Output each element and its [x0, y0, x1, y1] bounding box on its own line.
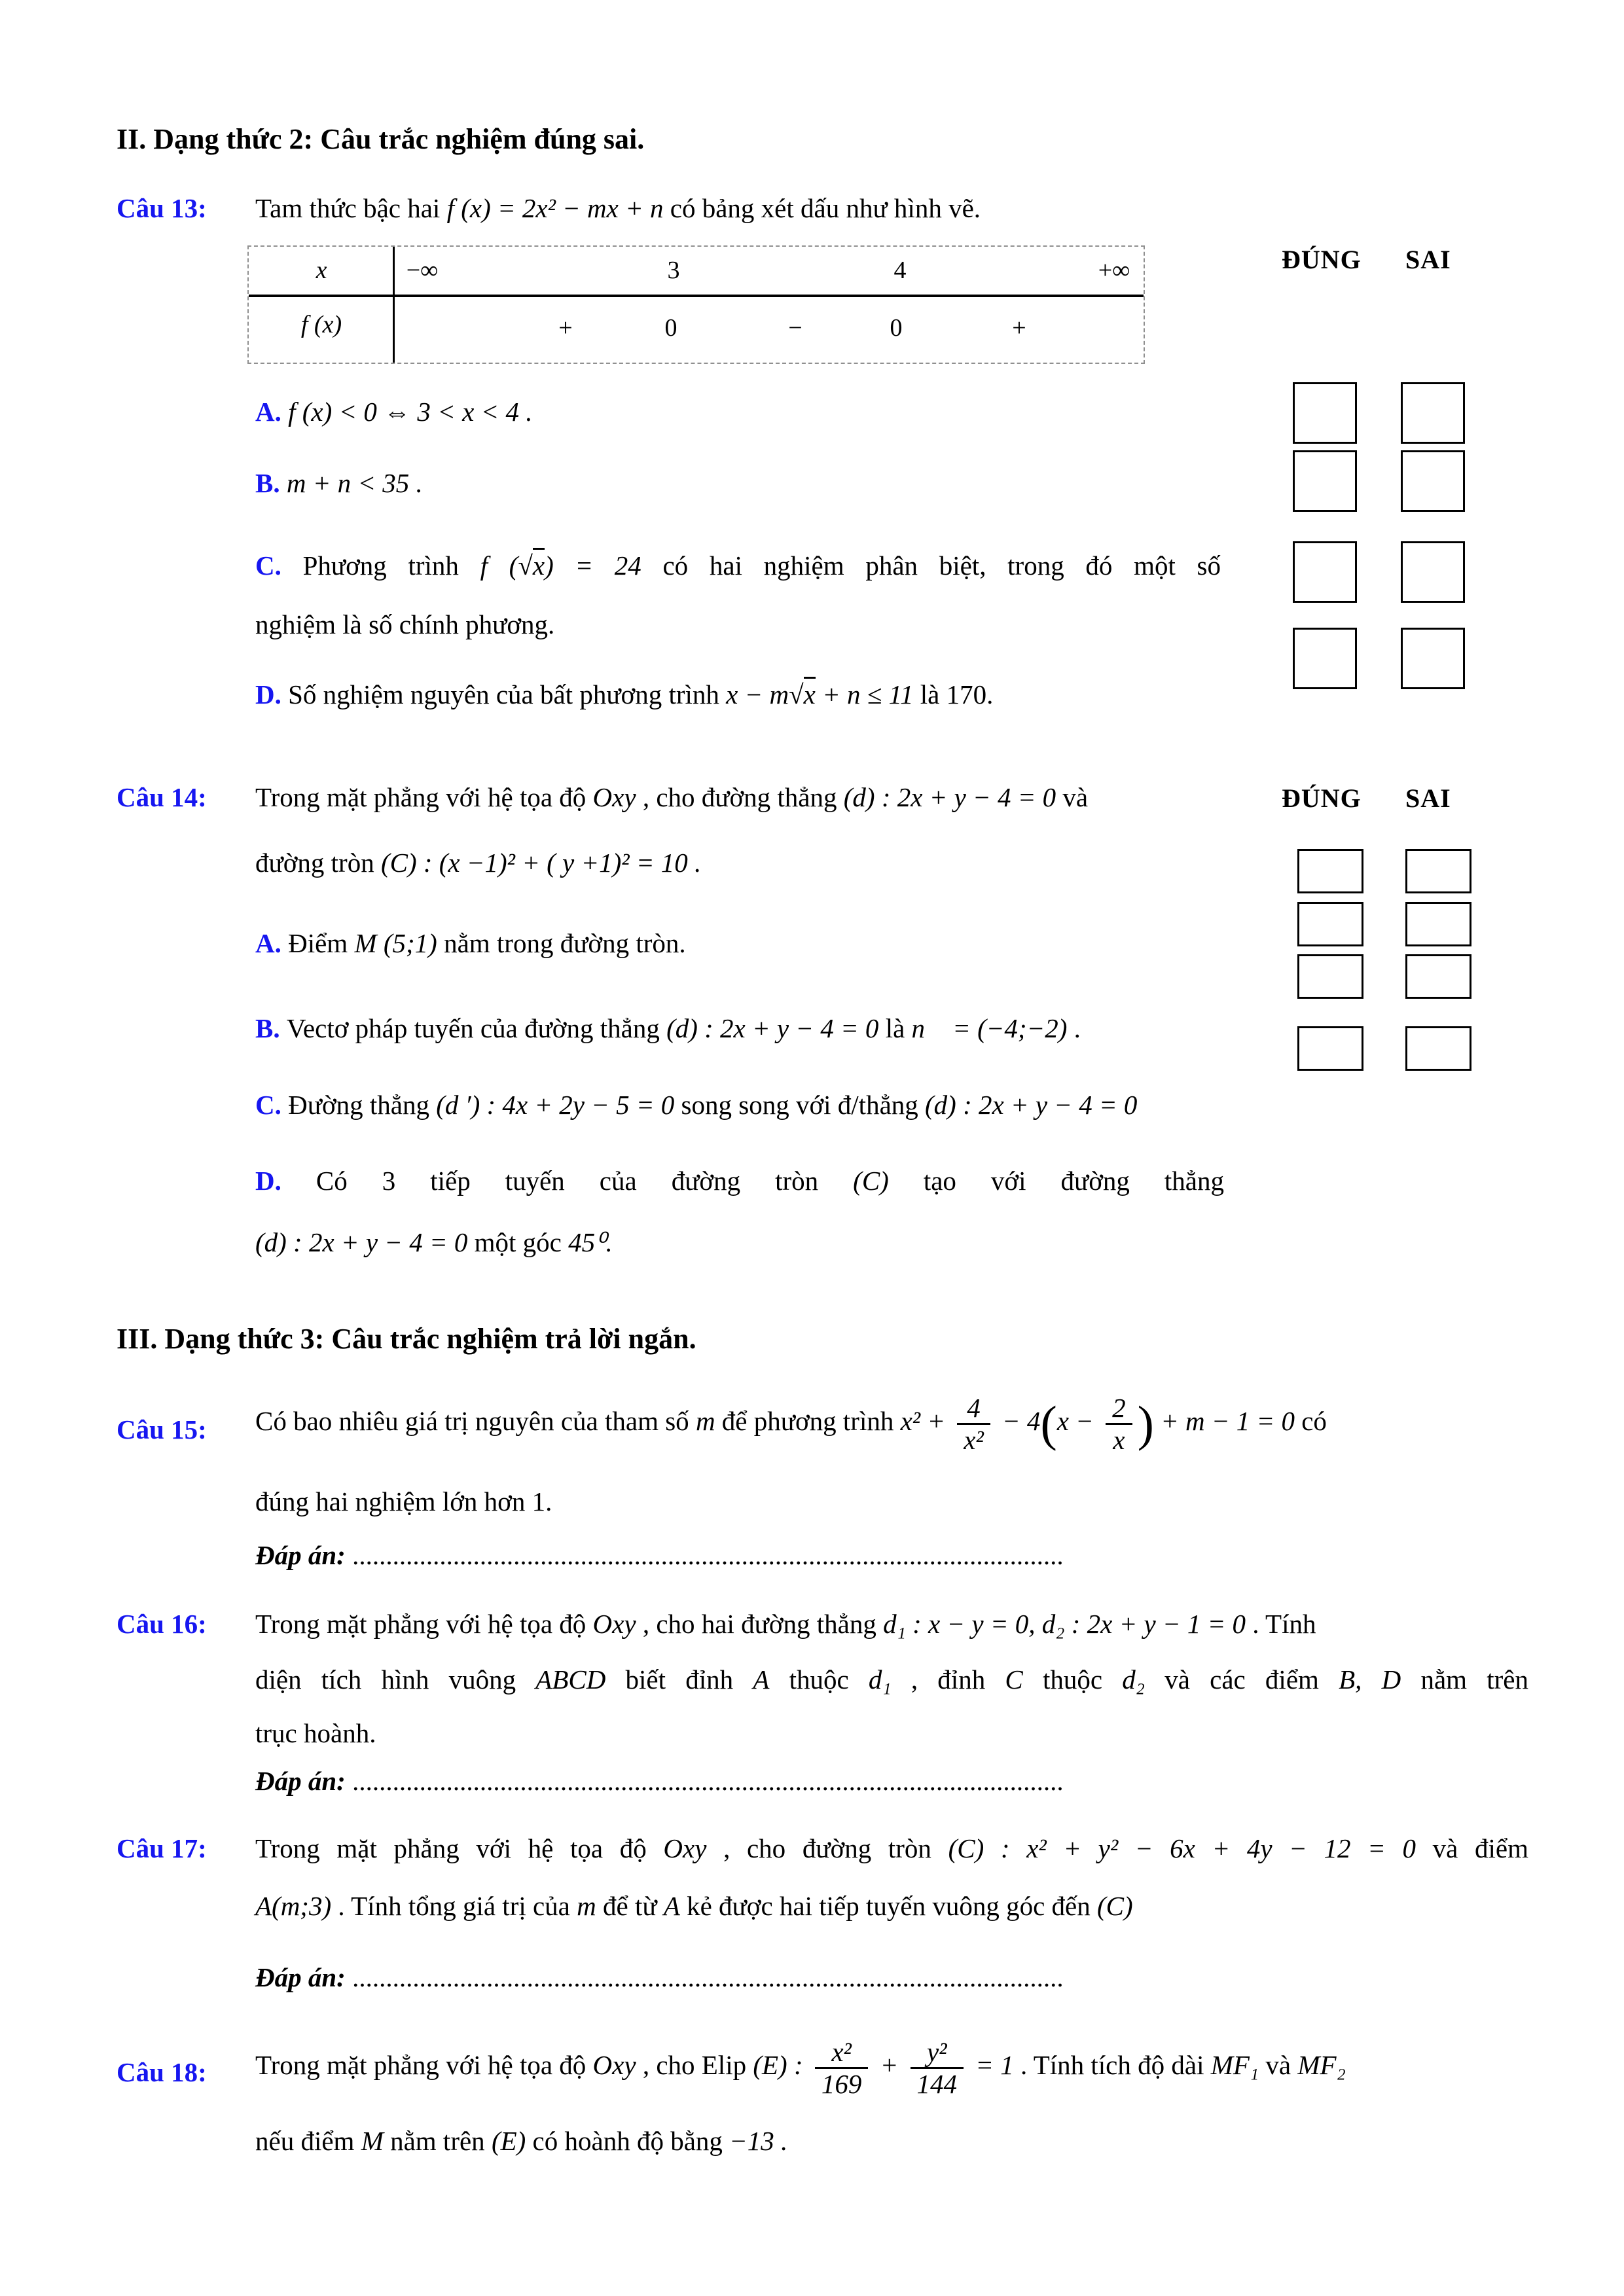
text-run: (d ′) : 4x + 2y − 5 = 0: [436, 1090, 675, 1120]
q15-answer-line[interactable]: [255, 1538, 1064, 1572]
q13-option-c-line2: [255, 607, 554, 641]
text-run: +: [873, 2049, 905, 2080]
text-run: .: [1067, 1013, 1081, 1043]
text-run: nếu điểm: [255, 2126, 361, 2156]
text-run: là 170.: [913, 679, 994, 709]
text-run: kẻ được hai tiếp tuyến vuông góc đến: [679, 1891, 1097, 1921]
fraction: [957, 1393, 990, 1455]
text-run: = 1: [969, 2049, 1014, 2080]
text-run: , cho đường thẳng: [636, 782, 844, 812]
table-horizontal-divider: [249, 295, 1144, 297]
fraction-numerator: x²: [815, 2037, 869, 2069]
q14-option-b: [255, 1011, 1081, 1045]
radicand: x: [804, 677, 816, 709]
q13-option-d: [255, 677, 993, 711]
text-run: (d) : 2x + y − 4 = 0: [925, 1090, 1138, 1120]
text-run: , cho đường tròn: [706, 1833, 948, 1863]
text-run: n⃗ = (−4;−2): [911, 1013, 1068, 1043]
text-run: d₁: [868, 1664, 892, 1695]
q16-line1: [255, 1607, 1316, 1641]
q14-intro-line1: [255, 780, 1088, 814]
text-run: x −: [1056, 1405, 1101, 1436]
q17-answer-line[interactable]: [255, 1960, 1064, 1994]
text-run: MF₁: [1210, 2049, 1259, 2080]
q14-c-dung-checkbox[interactable]: [1297, 954, 1363, 999]
question13-intro: [255, 191, 981, 225]
table-x-label: x: [316, 257, 327, 284]
text-run: A(m;3): [255, 1891, 332, 1921]
text-run: − 4: [995, 1405, 1041, 1436]
q14-option-d-line1: [255, 1164, 1224, 1198]
q13-d-dung-checkbox[interactable]: [1293, 628, 1357, 689]
text-run: có hai nghiệm phân biệt, trong đó một số: [641, 550, 1221, 581]
text-run: Phương trình: [302, 550, 480, 581]
q15-answer-label: Đáp án:: [255, 1540, 353, 1570]
text-run: (C): [1096, 1891, 1133, 1921]
fraction-numerator: 2: [1106, 1393, 1132, 1425]
text-run: nằm trên: [383, 2126, 492, 2156]
text-run: và các điểm: [1145, 1664, 1339, 1695]
radicand: x: [533, 548, 545, 581]
text-run: d₂: [1122, 1664, 1146, 1695]
text-run: biết đỉnh: [605, 1664, 753, 1695]
text-run: . Tính: [1246, 1609, 1316, 1639]
text-run: để từ: [596, 1891, 664, 1921]
text-run: tạo với đường thẳng: [888, 1166, 1225, 1196]
q17-answer-label: Đáp án:: [255, 1962, 353, 1992]
fraction: [1106, 1393, 1132, 1455]
text-run: Trong mặt phẳng với hệ tọa độ: [255, 1609, 593, 1639]
q17-answer-dots: ..........................................................................................................: [352, 1962, 1064, 1992]
text-run: Oxy: [663, 1833, 707, 1863]
text-run: , đỉnh: [891, 1664, 1005, 1695]
text-run: Trong mặt phẳng với hệ tọa độ: [255, 782, 593, 812]
text-run: Điểm: [288, 928, 355, 958]
q13-dung-header: ĐÚNG: [1282, 245, 1362, 274]
text-run: A.: [255, 397, 289, 427]
q18-line2: [255, 2124, 787, 2158]
text-run: (: [1040, 1396, 1057, 1452]
q15-line1: [255, 1393, 1327, 1455]
text-run: d₁ : x − y = 0, d₂ : 2x + y − 1 = 0: [883, 1609, 1246, 1639]
fraction-numerator: 4: [957, 1393, 990, 1425]
fraction: [815, 2037, 869, 2099]
text-run: nằm trong đường tròn.: [437, 928, 686, 958]
text-run: và: [1259, 2049, 1298, 2080]
text-run: + n ≤ 11: [815, 679, 914, 709]
text-run: B, D: [1339, 1664, 1401, 1695]
fraction-denominator: x²: [964, 1425, 984, 1455]
q13-d-sai-checkbox[interactable]: [1401, 628, 1465, 689]
text-run: trục hoành.: [255, 1718, 376, 1748]
text-run: M (5;1): [354, 928, 437, 958]
text-run: nghiệm là số chính phương.: [255, 609, 555, 639]
text-run: có bảng xét dấu như hình vẽ.: [663, 193, 981, 223]
text-run: f (x) < 0 ⇔ 3 < x < 4 .: [288, 397, 533, 427]
q14-sai-header: SAI: [1405, 783, 1451, 813]
text-run: Có 3 tiếp tuyến của đường tròn: [316, 1166, 854, 1196]
text-run: (C) : (x −1)² + ( y +1)² = 10 .: [380, 848, 702, 878]
sign-table: [247, 245, 1145, 364]
q17-line1: [255, 1831, 1528, 1865]
table-sign-zero2: 0: [890, 314, 903, 342]
table-value-posinf: +∞: [1098, 257, 1130, 284]
q13-c-sai-checkbox[interactable]: [1401, 541, 1465, 603]
q13-sai-header: SAI: [1405, 245, 1451, 274]
q13-c-dung-checkbox[interactable]: [1293, 541, 1357, 603]
text-run: Số nghiệm nguyên của bất phương trình: [288, 679, 727, 709]
question13-label: Câu 13:: [117, 193, 207, 223]
text-run: Oxy: [592, 2049, 636, 2080]
text-run: có hoành độ bằng: [526, 2126, 730, 2156]
section2-heading: II. Dạng thức 2: Câu trắc nghiệm đúng sai.: [117, 123, 645, 155]
q14-a-dung-checkbox[interactable]: [1297, 849, 1363, 893]
text-run: 45⁰.: [568, 1227, 613, 1257]
q14-a-sai-checkbox[interactable]: [1405, 849, 1471, 893]
text-run: Đường thẳng: [288, 1090, 437, 1120]
text-run: C.: [255, 1090, 289, 1120]
text-run: và: [1056, 782, 1089, 812]
q14-d-dung-checkbox[interactable]: [1297, 1026, 1363, 1071]
q14-intro-line2: [255, 846, 701, 880]
text-run: và điểm: [1416, 1833, 1528, 1863]
text-run: là: [878, 1013, 912, 1043]
q15-line2: [255, 1484, 552, 1518]
table-value-4: 4: [893, 257, 907, 284]
text-run: f (x) = 2x² − mx + n: [446, 193, 664, 223]
fraction: [911, 2037, 964, 2099]
text-run: m: [577, 1891, 596, 1921]
text-run: f (: [480, 550, 518, 581]
fraction-denominator: x: [1113, 1425, 1125, 1455]
text-run: Có bao nhiêu giá trị nguyên của tham số: [255, 1405, 696, 1436]
square-root: [518, 548, 545, 581]
text-run: (E) :: [753, 2049, 810, 2080]
question17-label: Câu 17:: [117, 1833, 207, 1863]
text-run: có: [1294, 1405, 1327, 1436]
q13-a-sai-checkbox[interactable]: [1401, 382, 1465, 444]
q16-line3: [255, 1716, 376, 1750]
table-value-3: 3: [667, 257, 680, 284]
text-run: A: [753, 1664, 770, 1695]
text-run: D.: [255, 1166, 316, 1196]
text-run: Tam thức bậc hai: [255, 193, 447, 223]
text-run: diện tích hình vuông: [255, 1664, 536, 1695]
q13-b-dung-checkbox[interactable]: [1293, 450, 1357, 512]
text-run: song song với đ/thẳng: [674, 1090, 926, 1120]
text-run: C: [1005, 1664, 1023, 1695]
square-root: [789, 677, 816, 709]
table-sign-plus2: +: [1012, 314, 1026, 342]
text-run: B.: [255, 468, 287, 498]
table-value-neginf: −∞: [406, 257, 439, 284]
text-run: A: [663, 1891, 680, 1921]
text-run: −13 .: [729, 2126, 788, 2156]
q13-option-c-line1: [255, 548, 1221, 583]
text-run: (d) : 2x + y − 4 = 0: [666, 1013, 879, 1043]
text-run: Vectơ pháp tuyến của đường thẳng: [286, 1013, 667, 1043]
text-run: , cho Elip: [636, 2049, 753, 2080]
q14-option-c: [255, 1088, 1137, 1122]
q17-line2: [255, 1889, 1133, 1923]
text-run: (d) : 2x + y − 4 = 0: [255, 1227, 468, 1257]
q16-line2: [255, 1662, 1528, 1696]
text-run: + m − 1 = 0: [1153, 1405, 1295, 1436]
text-run: (d) : 2x + y − 4 = 0: [843, 782, 1056, 812]
table-sign-plus1: +: [558, 314, 573, 342]
q14-b-dung-checkbox[interactable]: [1297, 902, 1363, 946]
question14-label: Câu 14:: [117, 782, 207, 812]
text-run: B.: [255, 1013, 287, 1043]
text-run: (C): [853, 1166, 889, 1196]
text-run: MF₂: [1297, 2049, 1346, 2080]
question18-label: Câu 18:: [117, 2057, 207, 2087]
text-run: m: [695, 1405, 715, 1436]
section3-heading: III. Dạng thức 3: Câu trắc nghiệm trả lời ngắn.: [117, 1323, 696, 1355]
q13-option-b: [255, 466, 423, 500]
text-run: (E): [491, 2126, 526, 2156]
text-run: Oxy: [592, 1609, 636, 1639]
text-run: . Tính tổng giá trị của: [331, 1891, 577, 1921]
text-run: ): [1137, 1396, 1154, 1452]
q13-b-sai-checkbox[interactable]: [1401, 450, 1465, 512]
table-sign-minus: −: [788, 314, 803, 342]
text-run: . Tính tích độ dài: [1013, 2049, 1211, 2080]
q14-d-sai-checkbox[interactable]: [1405, 1026, 1471, 1071]
text-run: thuộc: [1022, 1664, 1123, 1695]
text-run: C.: [255, 550, 303, 581]
q16-answer-dots: ..........................................................................................................: [352, 1766, 1064, 1796]
text-run: D.: [255, 679, 289, 709]
fraction-numerator: y²: [911, 2037, 964, 2069]
text-run: một góc: [467, 1227, 569, 1257]
q14-option-d-line2: [255, 1225, 613, 1259]
text-run: x − m: [726, 679, 789, 709]
q14-dung-header: ĐÚNG: [1282, 783, 1362, 813]
q13-a-dung-checkbox[interactable]: [1293, 382, 1357, 444]
text-run: ) = 24: [545, 550, 641, 581]
text-run: nằm trên: [1401, 1664, 1528, 1695]
text-run: m + n < 35 .: [286, 468, 423, 498]
text-run: thuộc: [769, 1664, 869, 1695]
table-fx-label: f (x): [300, 311, 342, 338]
fraction-denominator: 169: [821, 2069, 862, 2099]
text-run: x² +: [900, 1405, 952, 1436]
q18-line1: [255, 2037, 1346, 2099]
text-run: Trong mặt phẳng với hệ tọa độ: [255, 2049, 593, 2080]
text-run: để phương trình: [715, 1405, 901, 1436]
text-run: Oxy: [592, 782, 636, 812]
fraction-denominator: 144: [916, 2069, 958, 2099]
text-run: đúng hai nghiệm lớn hơn 1.: [255, 1486, 552, 1516]
text-run: ABCD: [535, 1664, 606, 1695]
text-run: Trong mặt phẳng với hệ tọa độ: [255, 1833, 664, 1863]
q16-answer-line[interactable]: [255, 1764, 1064, 1798]
text-run: M: [361, 2126, 384, 2156]
text-run: (C) : x² + y² − 6x + 4y − 12 = 0: [948, 1833, 1416, 1863]
q15-answer-dots: ..........................................................................................................: [352, 1540, 1064, 1570]
q14-b-sai-checkbox[interactable]: [1405, 902, 1471, 946]
question16-label: Câu 16:: [117, 1609, 207, 1639]
question15-label: Câu 15:: [117, 1414, 207, 1444]
radical-sign: √: [518, 550, 533, 581]
text-run: , cho hai đường thẳng: [636, 1609, 884, 1639]
table-sign-zero1: 0: [664, 314, 677, 342]
text-run: đường tròn: [255, 848, 381, 878]
text-run: A.: [255, 928, 289, 958]
q16-answer-label: Đáp án:: [255, 1766, 353, 1796]
radical-sign: √: [789, 679, 804, 709]
q14-option-a: [255, 926, 686, 960]
q14-c-sai-checkbox[interactable]: [1405, 954, 1471, 999]
q13-option-a: [255, 395, 532, 429]
